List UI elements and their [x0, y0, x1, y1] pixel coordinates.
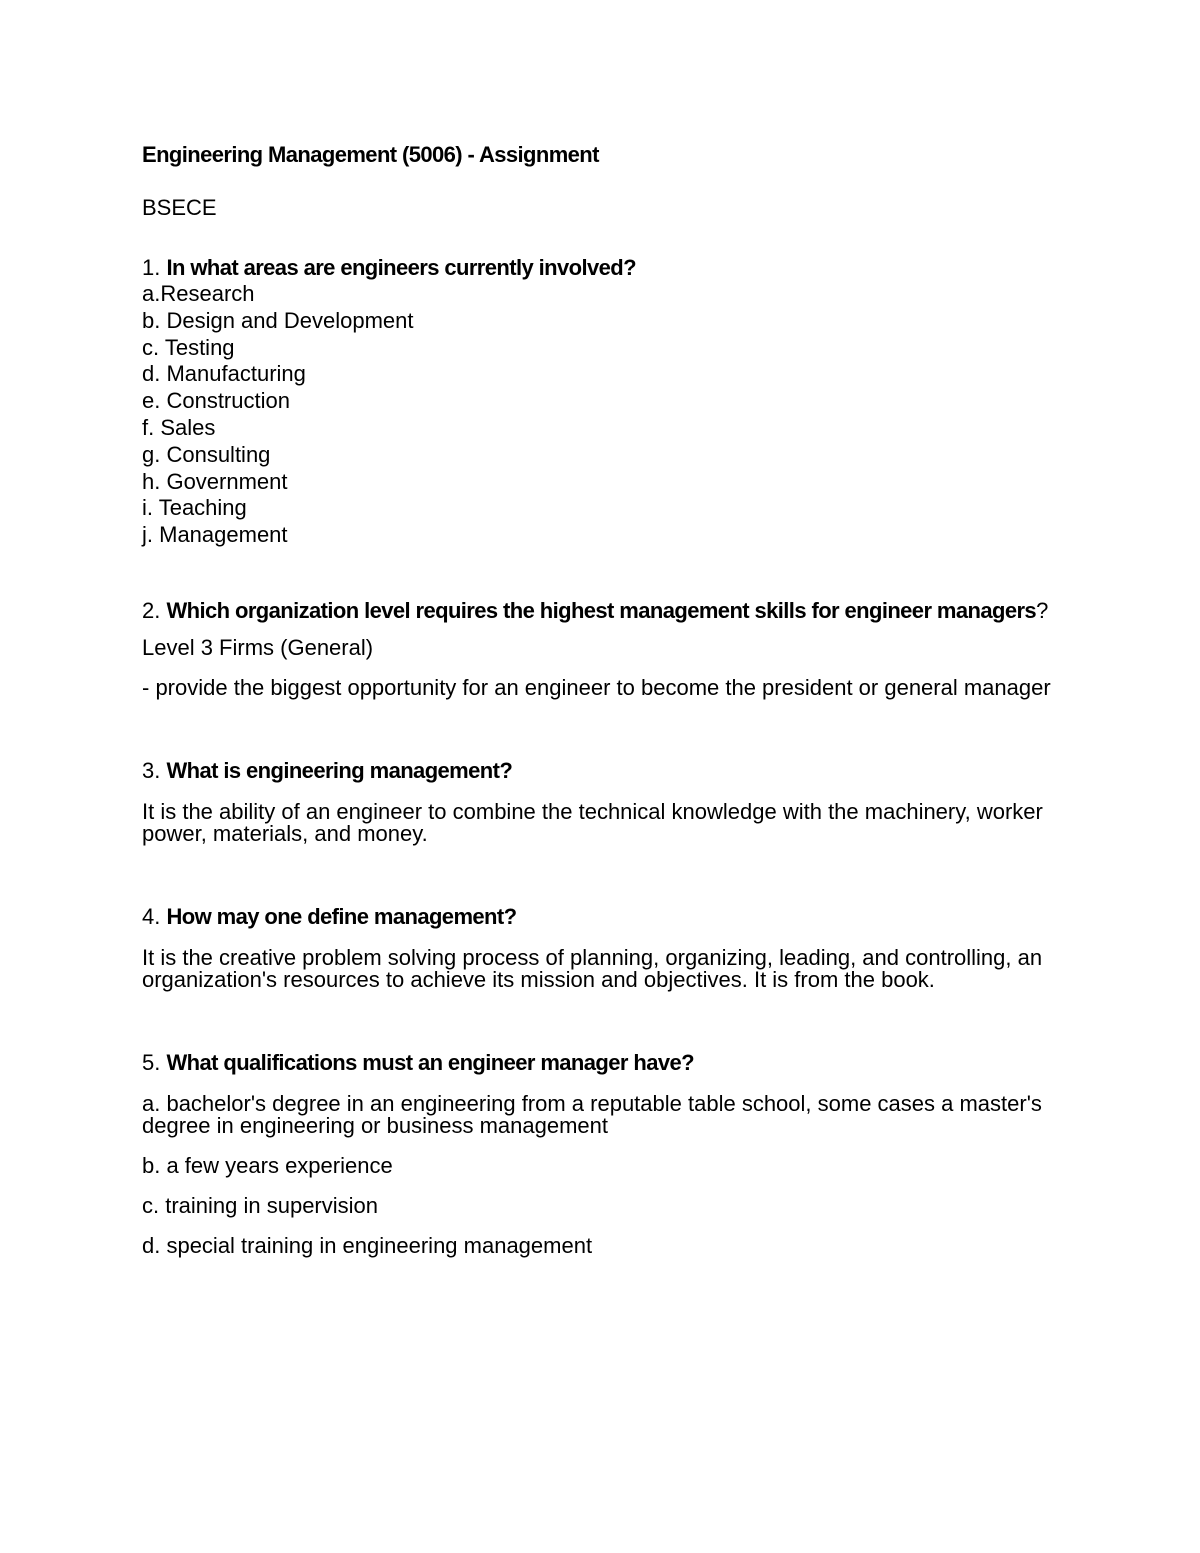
question-text: How may one define management? [166, 903, 517, 929]
question-4-heading [142, 905, 1062, 929]
list-item: f. Sales [142, 414, 216, 440]
question-2-heading [142, 599, 1062, 623]
question-5-heading [142, 1051, 1062, 1075]
question-number: 1. [142, 255, 161, 280]
answer-paragraph: d. special training in engineering management [142, 1232, 593, 1258]
question-1 [142, 256, 1062, 549]
document-title: Engineering Management (5006) - Assignment [142, 142, 599, 167]
question-4 [142, 905, 1062, 991]
question-number: 5. [142, 1049, 161, 1075]
question-text: What qualifications must an engineer manager have? [166, 1049, 694, 1075]
question-number: 2. [142, 597, 161, 623]
list-item: h. Government [142, 468, 288, 494]
list-item: g. Consulting [142, 441, 271, 467]
answer-paragraph: b. a few years experience [142, 1152, 393, 1178]
question-text: What is engineering management? [166, 757, 513, 783]
question-number: 4. [142, 903, 161, 929]
list-item: a.Research [142, 281, 255, 306]
question-trailing: ? [1036, 597, 1049, 623]
question-1-heading [142, 256, 1062, 280]
answer-paragraph: c. training in supervision [142, 1192, 379, 1218]
list-item: c. Testing [142, 334, 235, 360]
list-item: d. Manufacturing [142, 361, 306, 387]
answer-paragraph: - provide the biggest opportunity for an engineer to become the president or general manager [142, 674, 1051, 700]
program-label: BSECE [142, 195, 217, 220]
answer-paragraph: Level 3 Firms (General) [142, 634, 374, 660]
list-item: i. Teaching [142, 495, 247, 521]
answer-paragraph: It is the ability of an engineer to combine the technical knowledge with the machinery, worker power, materials, and money. [142, 798, 1043, 846]
question-text: In what areas are engineers currently involved? [166, 255, 636, 280]
list-item: b. Design and Development [142, 307, 414, 333]
question-number: 3. [142, 757, 161, 783]
question-text: Which organization level requires the highest management skills for engineer managers [166, 597, 1037, 623]
document-content [142, 140, 1062, 1257]
question-5 [142, 1051, 1062, 1257]
answer-paragraph: a. bachelor's degree in an engineering from a reputable table school, some cases a master's degree in engineering or business management [142, 1090, 1042, 1138]
question-1-options [142, 281, 1062, 549]
answer-paragraph: It is the creative problem solving process of planning, organizing, leading, and controlling, an organization's resources to achieve its mission and objectives. It is from the book. [142, 944, 1043, 992]
list-item: j. Management [142, 522, 288, 548]
list-item: e. Construction [142, 388, 290, 414]
question-3 [142, 759, 1062, 845]
question-2 [142, 599, 1062, 699]
question-3-heading [142, 759, 1062, 783]
